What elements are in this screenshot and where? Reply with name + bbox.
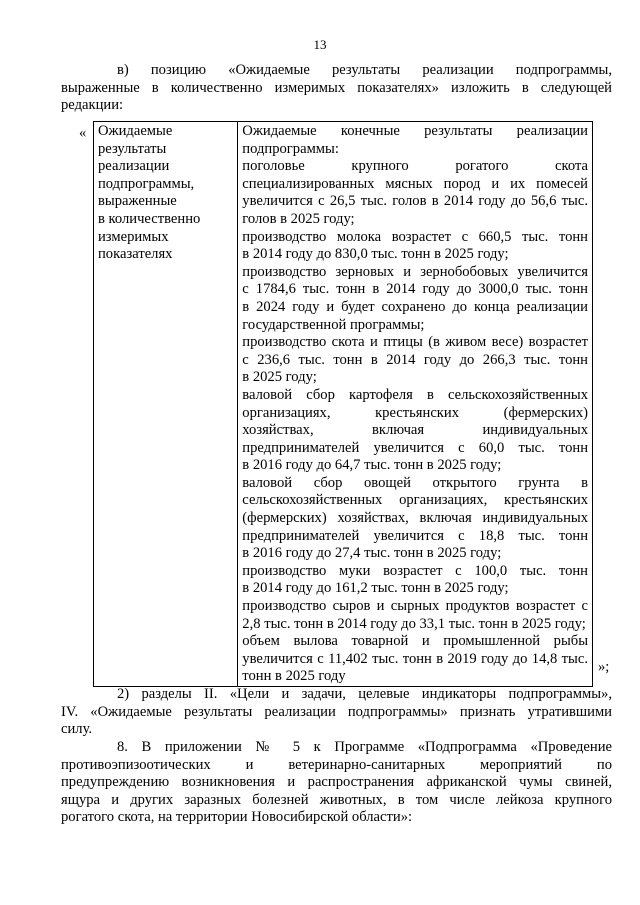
value-line: 2,8 тыс. тонн в 2014 году до 33,1 тыс. тонн в 2025 году; xyxy=(242,615,586,632)
value-line: производство скота и птицы (в живом весе) возрастет xyxy=(242,334,588,351)
value-line: предпринимателей увеличится с 18,8 тыс. тонн xyxy=(242,527,588,544)
intro-line: в) позицию «Ожидаемые результаты реализации подпрограммы, xyxy=(117,62,612,78)
value-line: в 2016 году до 64,7 тыс. тонн в 2025 году; xyxy=(242,457,502,474)
value-line: подпрограммы: xyxy=(242,140,339,157)
value-line: хозяйствах, включая индивидуальных xyxy=(242,422,588,439)
label-line: показателях xyxy=(98,246,173,263)
value-line: Ожидаемые конечные результаты реализации xyxy=(242,123,588,139)
item-8-line: предупреждению возникновения и распространения африканской чумы свиней, xyxy=(61,774,612,791)
value-line: объем вылова товарной и промышленной рыбы xyxy=(242,633,588,650)
intro-line: редакции: xyxy=(61,97,124,114)
label-line: в количественно xyxy=(98,210,201,227)
value-line: организациях, крестьянских (фермерских) xyxy=(242,404,588,421)
table-row xyxy=(94,122,593,687)
value-line: в 2014 году до 161,2 тыс. тонн в 2025 году; xyxy=(242,580,509,597)
item-2-line: IV. «Ожидаемые результаты реализации подпрограммы» признать утратившими xyxy=(61,703,612,720)
item-2-line: 2) разделы II. «Цели и задачи, целевые индикаторы подпрограммы», xyxy=(117,686,612,702)
value-line: государственной программы; xyxy=(242,316,425,333)
value-line: тонн в 2025 году xyxy=(242,668,346,685)
value-line: увеличится с 26,5 тыс. голов в 2014 году до 56,6 тыс. xyxy=(242,193,588,210)
label-line: Ожидаемые xyxy=(98,123,173,139)
value-line: (фермерских) хозяйствах, включая индивидуальных xyxy=(242,510,588,527)
label-line: подпрограммы, xyxy=(98,175,195,192)
value-line: в 2014 году до 830,0 тыс. тонн в 2025 году; xyxy=(242,246,509,263)
item-8-paragraph xyxy=(61,739,612,827)
intro-line: выраженные в количественно измеримых показателях» изложить в следующей xyxy=(61,79,612,96)
value-line: в 2024 году и будет сохранено до конца реализации xyxy=(242,298,588,315)
item-8-line: 8. В приложении № 5 к Программе «Подпрограмма «Проведение xyxy=(117,739,612,755)
item-8-line: рогатого скота, на территории Новосибирской области»: xyxy=(61,809,413,826)
label-line: реализации xyxy=(98,158,170,175)
value-line: в 2025 году; xyxy=(242,369,317,386)
closing-quote: »; xyxy=(598,659,610,675)
value-line: валовой сбор овощей открытого грунта в xyxy=(242,474,588,491)
value-line: с 236,6 тыс. тонн в 2014 году до 266,3 тыс. тонн xyxy=(242,351,588,368)
indicators-table xyxy=(93,121,593,687)
intro-paragraph xyxy=(61,62,612,115)
item-8-line: противоэпизоотических и ветеринарно-санитарных мероприятий по xyxy=(61,756,612,773)
label-line: результаты xyxy=(98,140,167,157)
value-line: в 2016 году до 27,4 тыс. тонн в 2025 году; xyxy=(242,545,502,562)
page-number: 13 xyxy=(313,37,327,52)
label-line: измеримых xyxy=(98,228,169,245)
value-line: производство зерновых и зернобобовых увеличится xyxy=(242,263,588,280)
value-line: валовой сбор картофеля в сельскохозяйственных xyxy=(242,386,588,403)
item-8-line: ящура и других заразных болезней животных, в том числе лейкоза крупного xyxy=(61,791,612,808)
value-line: производство муки возрастет с 100,0 тыс. тонн xyxy=(242,562,588,579)
value-line: производство сыров и сырных продуктов возрастет с xyxy=(242,598,588,615)
value-line: поголовье крупного рогатого скота xyxy=(242,158,588,175)
opening-quote: « xyxy=(79,125,87,141)
item-2-paragraph xyxy=(61,686,612,739)
value-cell xyxy=(238,122,593,687)
value-line: специализированных мясных пород и их помесей xyxy=(242,175,588,192)
value-line: голов в 2025 году; xyxy=(242,210,355,227)
item-2-line: силу. xyxy=(61,721,93,738)
value-line: производство молока возрастет с 660,5 тыс. тонн xyxy=(242,228,588,245)
label-cell xyxy=(94,122,238,687)
value-line: с 1784,6 тыс. тонн в 2014 году до 3000,0 тыс. тонн xyxy=(242,281,588,298)
label-line: выраженные xyxy=(98,193,177,210)
value-line: сельскохозяйственных организациях, крестьянских xyxy=(242,492,588,509)
value-line: предпринимателей увеличится с 60,0 тыс. тонн xyxy=(242,439,588,456)
value-line: увеличится с 11,402 тыс. тонн в 2019 году до 14,8 тыс. xyxy=(242,650,588,667)
